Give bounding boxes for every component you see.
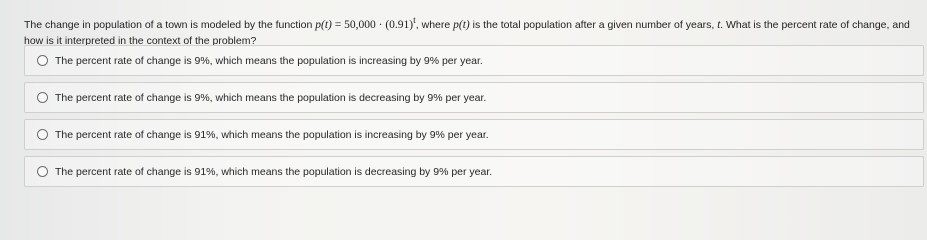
answer-options (24, 45, 924, 193)
radio-button-3[interactable] (37, 129, 48, 140)
function-exponent: t (413, 15, 416, 26)
answer-option-3-label: The percent rate of change is 91%, which means the population is increasing by 9% per year. (55, 128, 489, 141)
answer-option-2[interactable] (24, 82, 924, 113)
function-name-left: p(t) (315, 18, 332, 31)
answer-option-4-label: The percent rate of change is 91%, which means the population is decreasing by 9% per year. (55, 165, 493, 178)
question-where: , where (415, 18, 454, 31)
question-end: . What is the percent rate of change, and how is it interpreted in the context of the problem? (24, 18, 910, 47)
question-intro: The change in population of a town is modeled by the function (24, 18, 316, 31)
question-text (24, 13, 914, 49)
variable-t: t (717, 18, 721, 31)
function-expression: = 50,000 · (0.91) (331, 18, 414, 31)
answer-option-4[interactable] (24, 156, 924, 187)
radio-button-1[interactable] (37, 55, 48, 66)
radio-button-4[interactable] (37, 166, 48, 177)
answer-option-3[interactable] (24, 119, 924, 150)
answer-option-2-label: The percent rate of change is 9%, which means the population is decreasing by 9% per year. (55, 91, 487, 104)
function-left-side (315, 15, 416, 31)
answer-option-1-label: The percent rate of change is 9%, which means the population is increasing by 9% per year. (55, 54, 483, 67)
function-name-reference: p(t) (453, 18, 470, 31)
answer-option-1[interactable] (24, 45, 924, 76)
question-description: is the total population after a given number of years, (469, 18, 718, 31)
radio-button-2[interactable] (37, 92, 48, 103)
